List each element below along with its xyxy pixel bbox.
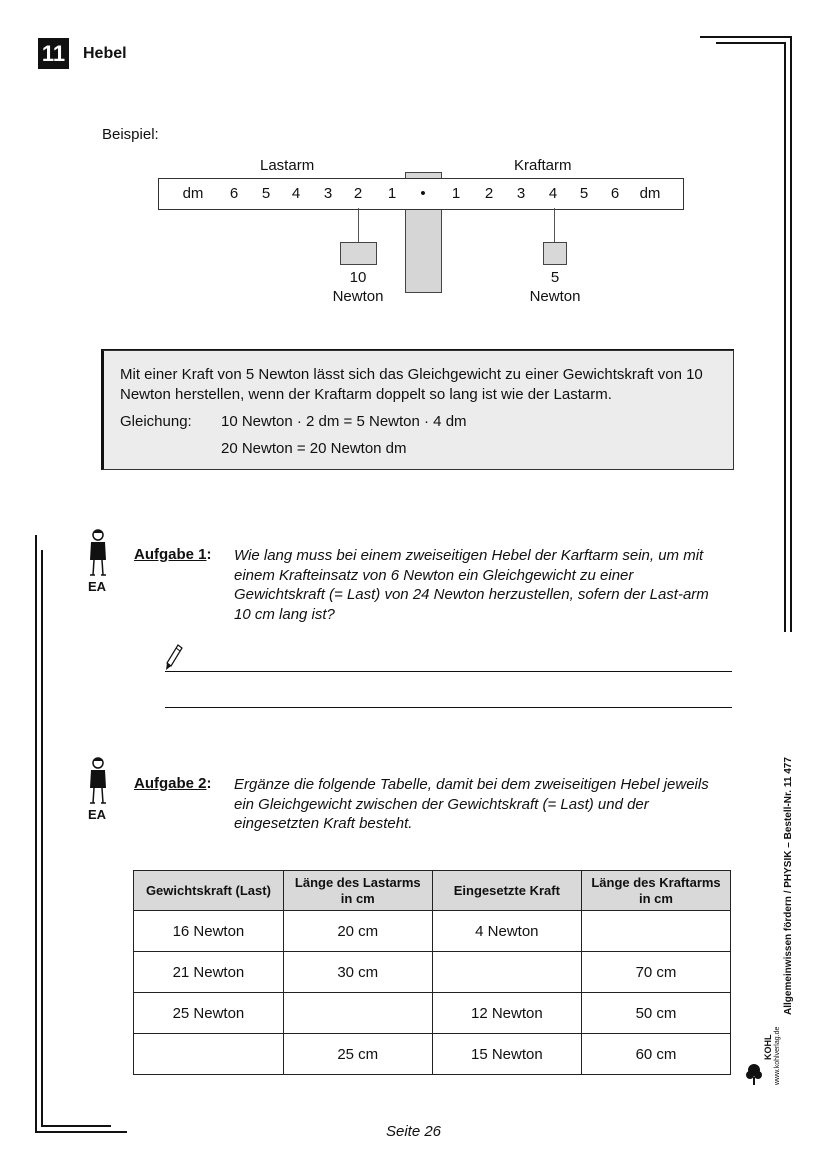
task1-text: Wie lang muss bei einem zweiseitigen Hebel der Karftarm sein, um mit einem Krafteinsatz von 6 Newton ein Gleichgewicht zu einer Gewichtskraft (= Last) von 24 Newton herzustellen, sofern der Last-arm 10 cm lang ist? bbox=[234, 547, 709, 623]
equation-line-2: 20 Newton = 20 Newton dm bbox=[221, 440, 407, 457]
task2-badge: EA bbox=[88, 807, 107, 822]
task2-label: Aufgabe 2 bbox=[134, 775, 207, 792]
page-number: Seite 26 bbox=[385, 1123, 442, 1140]
table-cell: 21 Newton bbox=[134, 952, 284, 993]
table-cell-blank[interactable] bbox=[134, 1034, 284, 1075]
frame-top-right-outer bbox=[700, 36, 792, 38]
student-icon bbox=[87, 756, 109, 806]
scale-tick: 5 bbox=[579, 185, 589, 202]
left-weight-label bbox=[318, 268, 398, 306]
scale-tick: 6 bbox=[229, 185, 239, 202]
chapter-number: 11 bbox=[38, 38, 69, 69]
example-label: Beispiel: bbox=[102, 126, 159, 143]
scale-tick: dm bbox=[182, 185, 204, 202]
scale-tick: 1 bbox=[451, 185, 461, 202]
scale-tick: 2 bbox=[484, 185, 494, 202]
table-cell: 4 Newton bbox=[432, 911, 581, 952]
pencil-icon bbox=[165, 644, 183, 672]
scale-tick: 2 bbox=[353, 185, 363, 202]
right-weight-unit: Newton bbox=[529, 288, 581, 305]
table-cell: 25 Newton bbox=[134, 993, 284, 1034]
publisher-logo-icon bbox=[745, 1062, 763, 1086]
scale-tick: 6 bbox=[610, 185, 620, 202]
scale-tick: 5 bbox=[261, 185, 271, 202]
table-header: Länge des Lastarms in cm bbox=[283, 871, 432, 911]
table-cell: 70 cm bbox=[582, 952, 731, 993]
answer-line-2[interactable] bbox=[165, 707, 732, 708]
left-weight-string bbox=[358, 208, 359, 242]
load-arm-label: Lastarm bbox=[260, 157, 315, 174]
table-cell-blank[interactable] bbox=[432, 952, 581, 993]
table-header: Eingesetzte Kraft bbox=[432, 871, 581, 911]
table-cell: 15 Newton bbox=[432, 1034, 581, 1075]
frame-right-inner bbox=[784, 42, 786, 632]
scale-tick: 4 bbox=[291, 185, 301, 202]
table-header: Länge des Kraftarms in cm bbox=[582, 871, 731, 911]
table-row bbox=[134, 993, 731, 1034]
task1-heading bbox=[134, 546, 212, 564]
explanation-text: Mit einer Kraft von 5 Newton lässt sich das Gleichgewicht zu einer Gewichtskraft von 10 Newton herstellen, wenn der Kraftarm doppelt so lang ist wie der Lastarm. bbox=[120, 366, 703, 403]
task2-text: Ergänze die folgende Tabelle, damit bei dem zweiseitigen Hebel jeweils ein Gleichgewicht zwischen der Gewichtskraft (= Last) und der eingesetzten Kraft besteht. bbox=[234, 776, 709, 832]
left-weight-value: 10 bbox=[349, 269, 367, 286]
table-cell-blank[interactable] bbox=[582, 911, 731, 952]
scale-tick: dm bbox=[639, 185, 661, 202]
table-cell: 50 cm bbox=[582, 993, 731, 1034]
scale-tick: 4 bbox=[548, 185, 558, 202]
table-cell: 12 Newton bbox=[432, 993, 581, 1034]
table-cell-blank[interactable] bbox=[283, 993, 432, 1034]
explanation-box bbox=[101, 350, 734, 470]
frame-left-inner bbox=[41, 550, 43, 1127]
task1-colon: : bbox=[206, 546, 212, 563]
table-cell: 30 cm bbox=[283, 952, 432, 993]
left-weight-unit: Newton bbox=[332, 288, 384, 305]
right-weight-value: 5 bbox=[550, 269, 560, 286]
task2-heading bbox=[134, 775, 212, 793]
task2-colon: : bbox=[206, 775, 212, 792]
publisher-name: KOHL bbox=[763, 1034, 773, 1060]
task1-badge: EA bbox=[88, 579, 107, 594]
left-weight-block bbox=[340, 242, 377, 265]
scale-tick: 1 bbox=[387, 185, 397, 202]
table-row bbox=[134, 1034, 731, 1075]
frame-right-outer bbox=[790, 36, 792, 632]
table-row bbox=[134, 911, 731, 952]
table-header-row bbox=[134, 871, 731, 911]
table-header: Gewichtskraft (Last) bbox=[134, 871, 284, 911]
force-arm-label: Kraftarm bbox=[514, 157, 572, 174]
scale-tick: 3 bbox=[516, 185, 526, 202]
equation-line-1: 10 Newton · 2 dm = 5 Newton · 4 dm bbox=[221, 413, 467, 430]
right-weight-block bbox=[543, 242, 567, 265]
side-order-text: Allgemeinwissen fördern / PHYSIK – Bestell-Nr. 11 477 bbox=[783, 757, 794, 1015]
scale-tick: 3 bbox=[323, 185, 333, 202]
frame-left-outer bbox=[35, 535, 37, 1133]
chapter-title: Hebel bbox=[83, 45, 127, 62]
student-icon bbox=[87, 528, 109, 578]
table-cell: 25 cm bbox=[283, 1034, 432, 1075]
equation-label: Gleichung: bbox=[120, 413, 192, 430]
scale-tick: • bbox=[420, 185, 426, 202]
answer-line-1[interactable] bbox=[165, 671, 732, 672]
table-row bbox=[134, 952, 731, 993]
task1-label: Aufgabe 1 bbox=[134, 546, 207, 563]
right-weight-string bbox=[554, 208, 555, 242]
publisher-url: www.kohlverlag.de bbox=[774, 1026, 781, 1085]
right-weight-label bbox=[515, 268, 595, 306]
table-cell: 60 cm bbox=[582, 1034, 731, 1075]
table-cell: 20 cm bbox=[283, 911, 432, 952]
lever-table bbox=[133, 870, 731, 1075]
table-cell: 16 Newton bbox=[134, 911, 284, 952]
frame-top-right-inner bbox=[716, 42, 786, 44]
